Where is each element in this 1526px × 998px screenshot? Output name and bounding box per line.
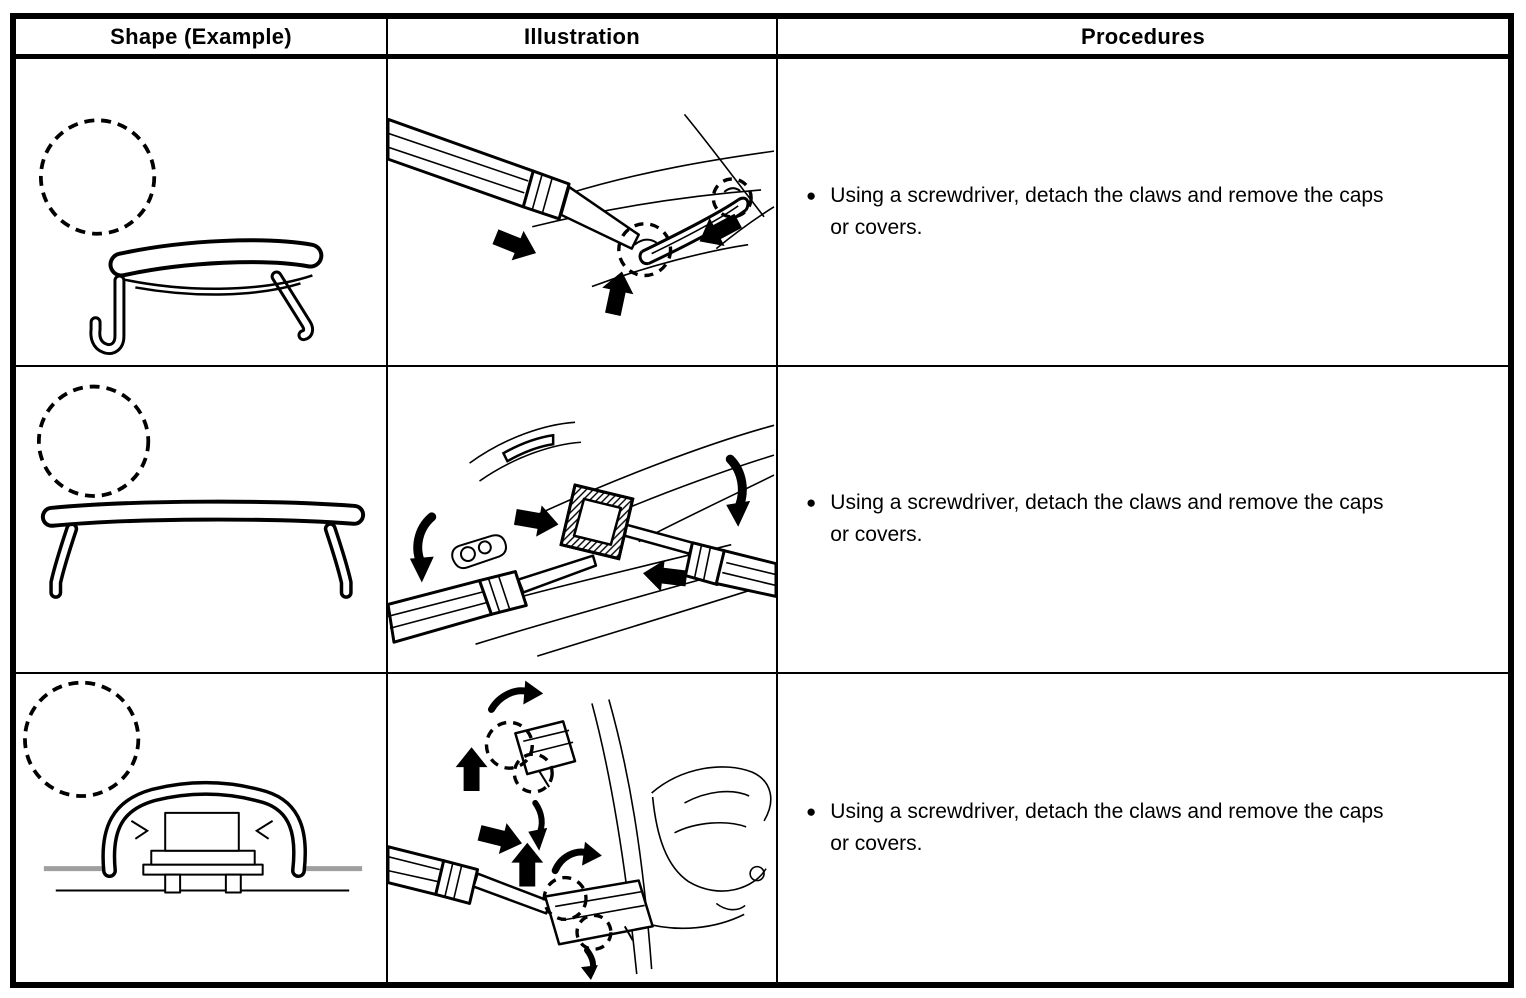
header-illustration	[388, 19, 778, 59]
row3-procedure-cell	[778, 674, 1508, 982]
screwdriver-prying-bolt-caps-near-seat-illustration	[388, 674, 776, 982]
header-illustration-label: Illustration	[523, 23, 641, 49]
row2-shape-cell	[16, 367, 388, 675]
procedure-item	[806, 796, 1384, 860]
bullet-icon: ●	[806, 185, 817, 205]
dome-cap-over-bolt-cross-section-icon	[16, 674, 386, 982]
procedure-item	[806, 180, 1384, 244]
row2-illustration-cell	[388, 367, 778, 675]
row1-illustration-cell	[388, 59, 778, 367]
row3-illustration-cell	[388, 674, 778, 982]
procedure-line-1: Using a screwdriver, detach the claws and remove the caps	[830, 800, 1384, 824]
bullet-icon: ●	[806, 493, 817, 513]
row1-procedure-cell	[778, 59, 1508, 367]
procedure-line-1: Using a screwdriver, detach the claws and remove the caps	[830, 491, 1384, 515]
row3-shape-cell	[16, 674, 388, 982]
bullet-icon: ●	[806, 802, 817, 822]
procedure-line-2: or covers.	[830, 832, 923, 856]
procedure-line-1: Using a screwdriver, detach the claws and remove the caps	[830, 183, 1384, 207]
screwdriver-prying-trim-cap-illustration	[388, 59, 776, 365]
header-shape-example	[16, 19, 388, 59]
cap-cross-section-hook-claw-icon	[16, 59, 386, 365]
two-screwdrivers-prying-square-cap-illustration	[388, 367, 776, 673]
header-shape-example-label: Shape (Example)	[110, 23, 292, 49]
procedure-item	[806, 487, 1384, 551]
row2-procedure-cell	[778, 367, 1508, 675]
header-procedures	[778, 19, 1508, 59]
cap-removal-table	[10, 13, 1514, 988]
procedure-line-2: or covers.	[830, 215, 923, 239]
flat-cap-two-legs-cross-section-icon	[16, 367, 386, 673]
header-procedures-label: Procedures	[1080, 23, 1206, 49]
procedure-line-2: or covers.	[830, 523, 923, 547]
row1-shape-cell	[16, 59, 388, 367]
